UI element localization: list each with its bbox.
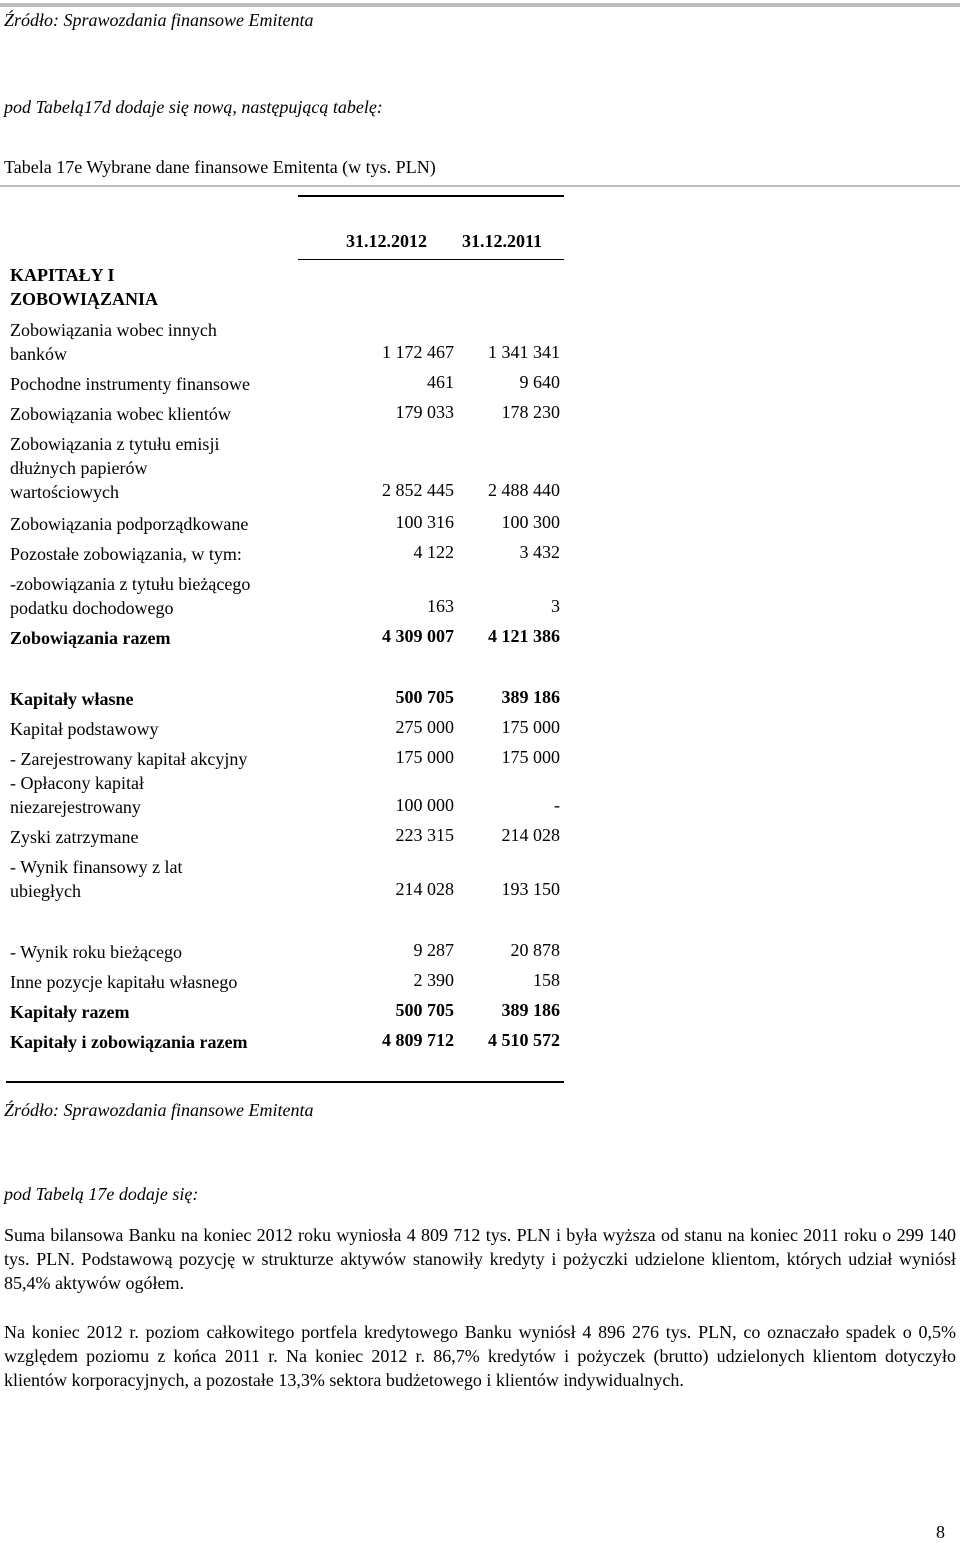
value-2012: 4 809 712 [382, 1030, 454, 1050]
row-label-line: dłużnych papierów [10, 458, 148, 478]
value-2011: 178 230 [501, 402, 560, 422]
value-2012: 500 705 [395, 1000, 454, 1020]
row-label [10, 855, 340, 903]
value-2011: 389 186 [501, 687, 560, 707]
value-2012: 4 309 007 [382, 626, 454, 646]
value-2011: - [554, 795, 560, 815]
row-label-line: niezarejestrowany [10, 797, 141, 817]
value-2011: 175 000 [501, 717, 560, 737]
row-label-line: banków [10, 344, 67, 364]
row-label-line: Zobowiązania z tytułu emisji [10, 434, 220, 454]
row-label [10, 542, 340, 566]
row-label-line: - Wynik roku bieżącego [10, 942, 183, 962]
paragraph-2: Na koniec 2012 r. poziom całkowitego portfela kredytowego Banku wyniósł 4 896 276 tys. PLN, co oznaczało spadek o 0,5% względem poziomu z końca 2011 r. Na koniec 2012 r. 86,7% kredytów i pożyczek (brutto) udzielonych klientom dotyczyło klientów korporacyjnych, a pozostałe 13,3% sektora budżetowego i klientów indywidualnych. [4, 1322, 956, 1390]
value-2012: 100 316 [395, 512, 454, 532]
value-2011: 389 186 [501, 1000, 560, 1020]
row-label [10, 432, 340, 504]
row-label-line: Zyski zatrzymane [10, 827, 139, 847]
row-label [10, 825, 340, 849]
row-label [10, 572, 340, 620]
row-label-line: Zobowiązania razem [10, 628, 171, 648]
table-bottom-rule [6, 1081, 564, 1083]
row-label-line: Pozostałe zobowiązania, w tym: [10, 544, 242, 564]
source-note-top: Źródło: Sprawozdania finansowe Emitenta [4, 10, 314, 30]
row-label-line: Zobowiązania wobec innych [10, 320, 217, 340]
row-label-line: - Opłacony kapitał [10, 773, 144, 793]
value-2011: 2 488 440 [488, 480, 560, 500]
row-label-line: - Zarejestrowany kapitał akcyjny [10, 749, 248, 769]
value-2011: 4 510 572 [488, 1030, 560, 1050]
row-label [10, 747, 340, 771]
row-label-line: Kapitały razem [10, 1002, 130, 1022]
row-label-line: ubiegłych [10, 881, 81, 901]
value-2011: 100 300 [501, 512, 560, 532]
value-2012: 223 315 [395, 825, 454, 845]
row-label [10, 771, 340, 819]
value-2012: 214 028 [395, 879, 454, 899]
value-2011: 158 [533, 970, 560, 990]
value-2012: 1 172 467 [382, 342, 454, 362]
value-2011: 20 878 [510, 940, 560, 960]
value-2011: 1 341 341 [488, 342, 560, 362]
value-2011: 3 432 [519, 542, 560, 562]
column-header-2011: 31.12.2011 [462, 231, 543, 251]
value-2012: 163 [427, 596, 454, 616]
row-label-line: podatku dochodowego [10, 598, 174, 618]
value-2011: 4 121 386 [488, 626, 560, 646]
row-label [10, 372, 340, 396]
row-label [10, 717, 340, 741]
row-label [10, 626, 340, 650]
value-2012: 500 705 [395, 687, 454, 707]
row-label-line: Pochodne instrumenty finansowe [10, 374, 250, 394]
header-rule [298, 259, 564, 260]
value-2011: 175 000 [501, 747, 560, 767]
caption-divider [0, 185, 960, 187]
row-label [10, 970, 340, 994]
row-label [10, 402, 340, 426]
value-2012: 461 [427, 372, 454, 392]
value-2012: 4 122 [413, 542, 454, 562]
value-2011: 214 028 [501, 825, 560, 845]
value-2012: 2 390 [413, 970, 454, 990]
row-label-line: Kapitał podstawowy [10, 719, 159, 739]
value-2012: 2 852 445 [382, 480, 454, 500]
row-label-line: Zobowiązania wobec klientów [10, 404, 231, 424]
row-label [10, 687, 340, 711]
top-divider [0, 3, 960, 7]
row-label-line: Zobowiązania podporządkowane [10, 514, 249, 534]
row-label [10, 940, 340, 964]
value-2011: 3 [551, 596, 560, 616]
value-2012: 179 033 [395, 402, 454, 422]
paragraph-1: Suma bilansowa Banku na koniec 2012 roku wyniosła 4 809 712 tys. PLN i była wyższa od stanu na koniec 2011 roku o 299 140 tys. PLN. Podstawową pozycję w strukturze aktywów stanowiły kredyty i pożyczki udzielone klientom, których udział wyniósł 85,4% aktywów ogółem. [4, 1225, 956, 1293]
row-label [10, 1000, 340, 1024]
row-label-line: Kapitały własne [10, 689, 134, 709]
column-header-2012: 31.12.2012 [346, 231, 427, 251]
value-2012: 275 000 [395, 717, 454, 737]
value-2011: 9 640 [519, 372, 560, 392]
table-caption: Tabela 17e Wybrane dane finansowe Emitenta (w tys. PLN) [4, 157, 436, 177]
table-intro: pod Tabelą17d dodaje się nową, następującą tabelę: [4, 97, 383, 117]
paragraph-intro: pod Tabelą 17e dodaje się: [4, 1184, 199, 1204]
value-2012: 9 287 [413, 940, 454, 960]
row-label-line: Kapitały i zobowiązania razem [10, 1032, 248, 1052]
table-top-rule [298, 195, 564, 197]
section-title-line: ZOBOWIĄZANIA [10, 289, 159, 309]
row-label-line: wartościowych [10, 482, 119, 502]
source-note-bottom: Źródło: Sprawozdania finansowe Emitenta [4, 1100, 314, 1120]
row-label-line: - Wynik finansowy z lat [10, 857, 183, 877]
page-number: 8 [936, 1522, 945, 1542]
row-label [10, 318, 340, 366]
row-label-line: Inne pozycje kapitału własnego [10, 972, 238, 992]
row-label [10, 512, 340, 536]
value-2012: 175 000 [395, 747, 454, 767]
value-2011: 193 150 [501, 879, 560, 899]
row-label-line: -zobowiązania z tytułu bieżącego [10, 574, 251, 594]
section-title-line: KAPITAŁY I [10, 265, 115, 285]
row-label [10, 1030, 340, 1054]
value-2012: 100 000 [395, 795, 454, 815]
